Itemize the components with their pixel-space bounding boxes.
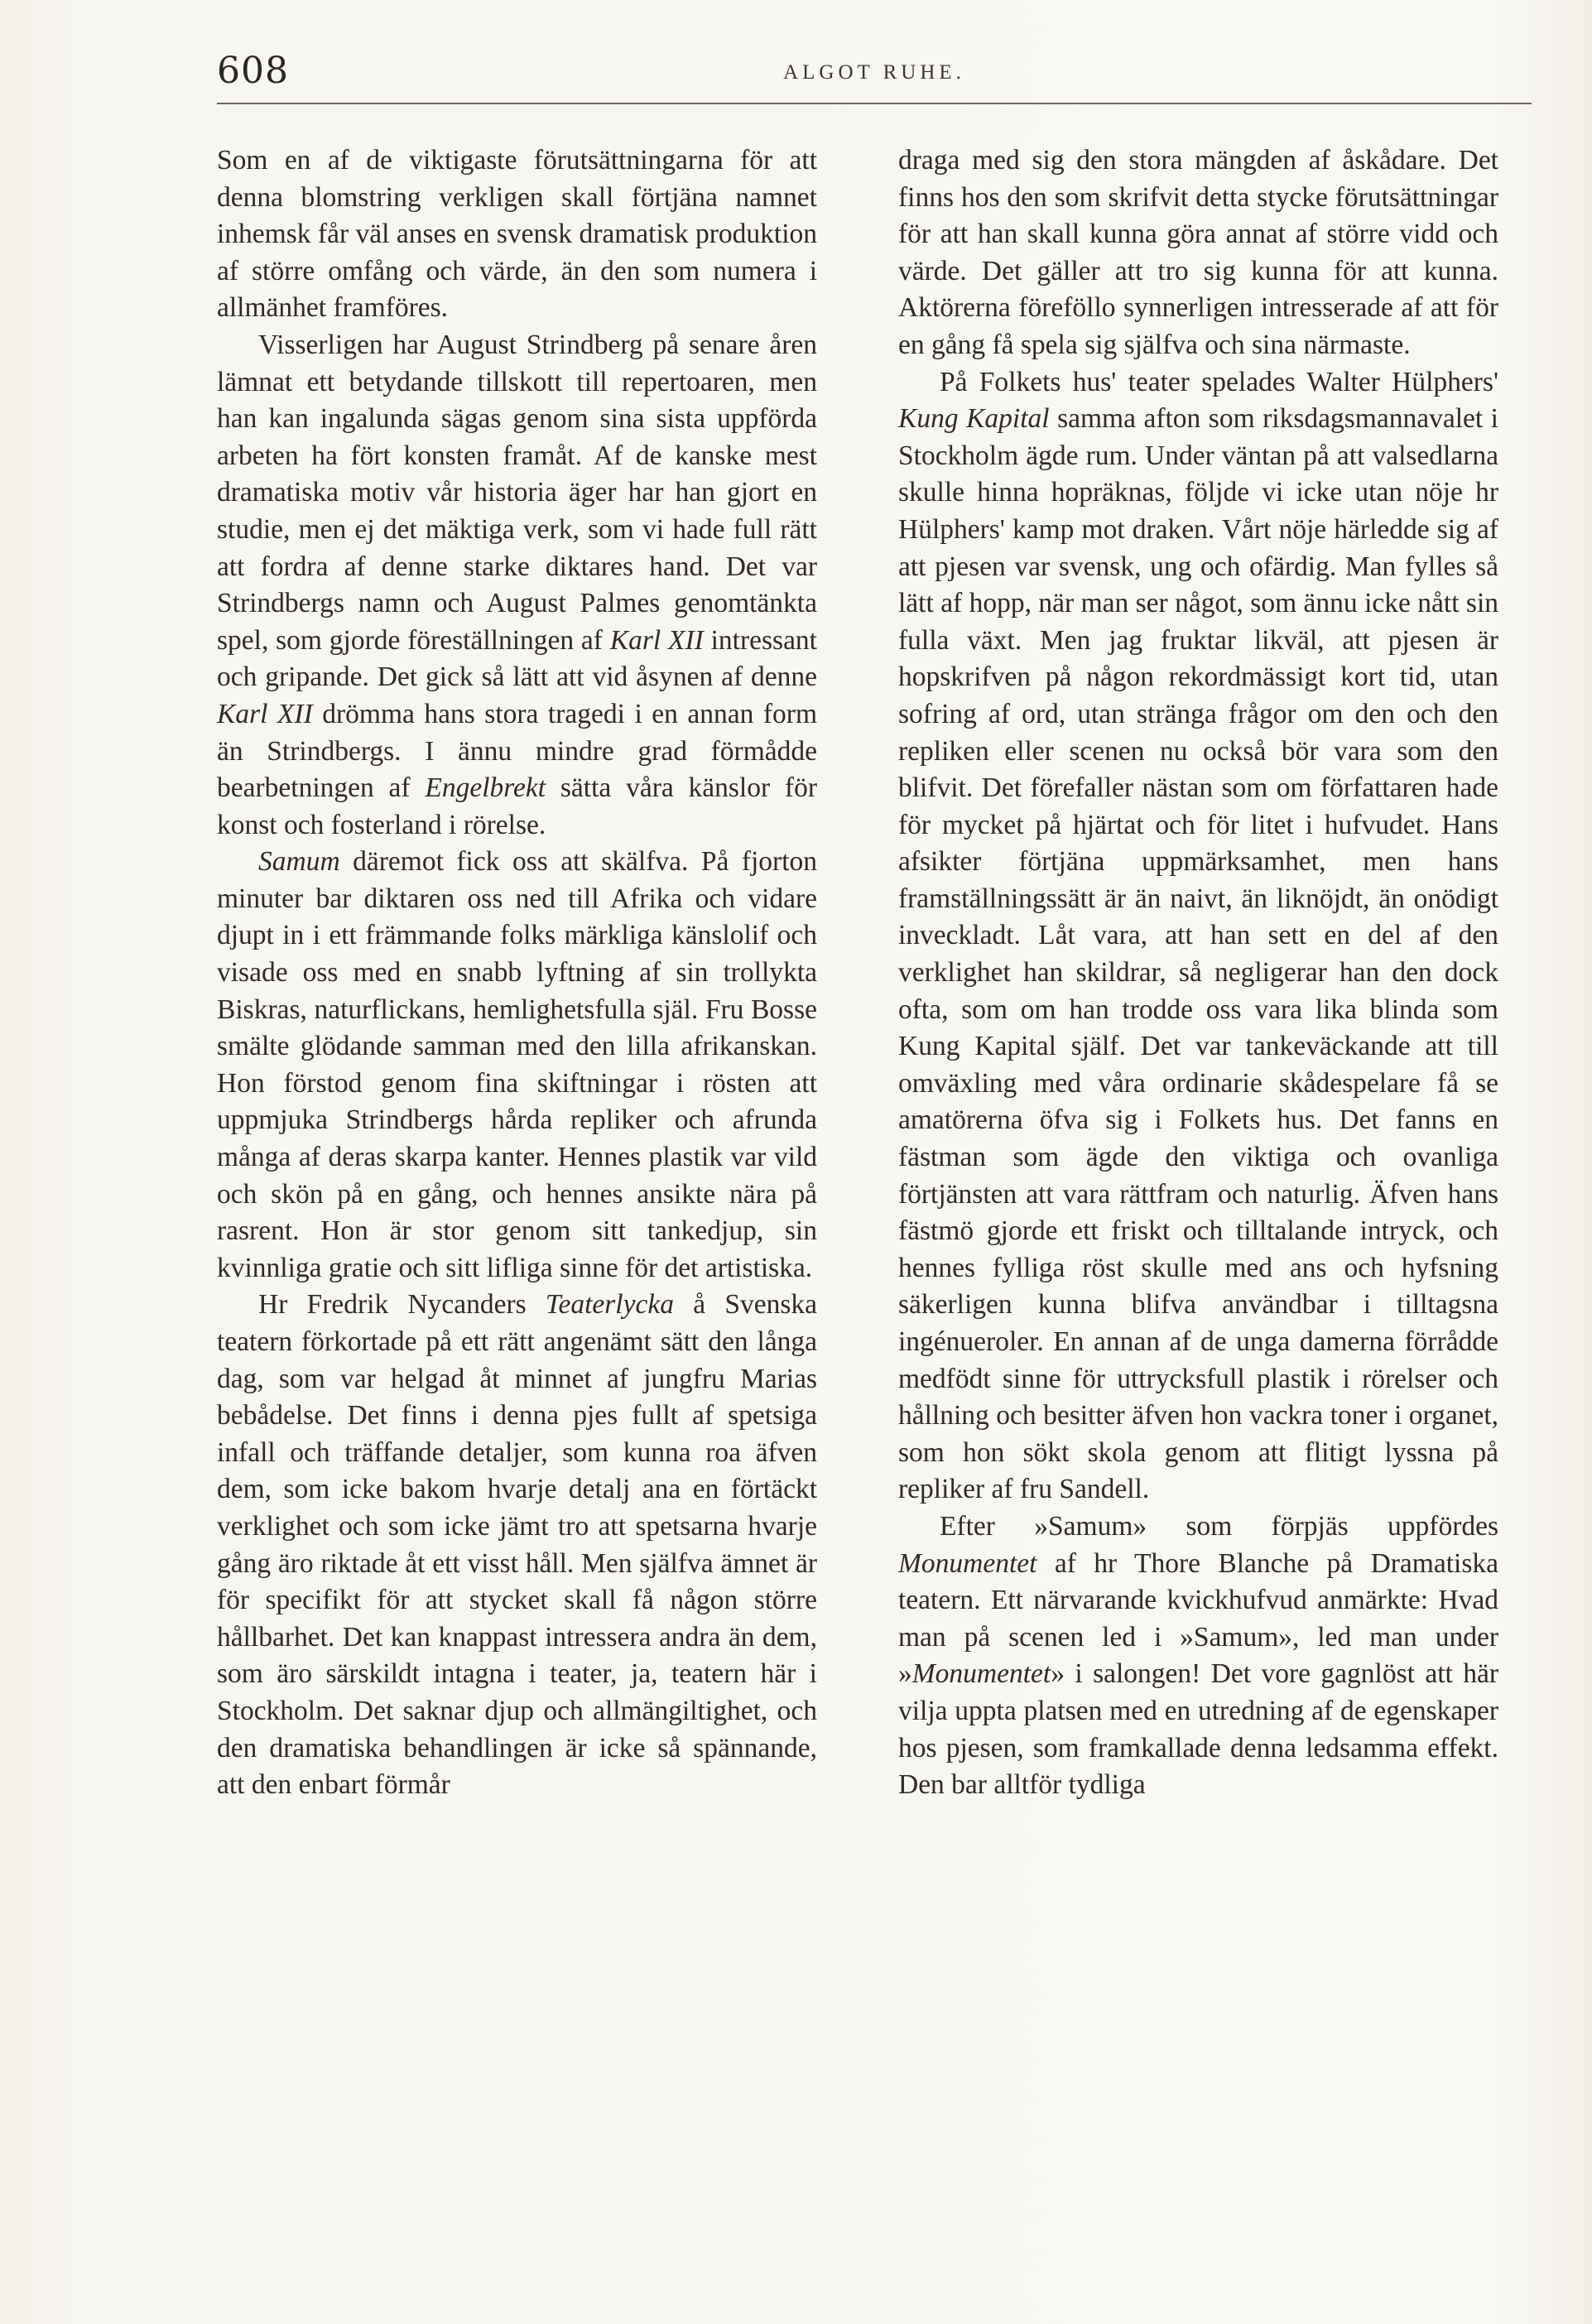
page-number: 608: [217, 50, 289, 92]
paragraph: Samum däremot fick oss att skälfva. På fjorton minuter bar diktaren oss ned till Afrika och vidare djupt in i ett främmande folks märkliga känslolif och visade oss med en snabb lyftning af sin trollykta Biskras, naturflickans, hemlighetsfulla själ. Fru Bosse smälte glödande samman med den lilla afrikanskan. Hon förstod genom fina skiftningar i rösten att uppmjuka Strindbergs hårda repliker och afrunda många af deras skarpa kanter. Hennes plastik var vild och skön på en gång, och hennes ansikte nära på rasrent. Hon är stor genom sitt tankedjup, sin kvinnliga gratie och sitt lifliga sinne för det artistiska.: [217, 846, 817, 1283]
paragraph: På Folkets hus' teater spelades Walter Hülphers' Kung Kapital samma afton som riksdagsmannavalet i Stockholm ägde rum. Under väntan på att valsedlarna skulle hinna hopräknas, följde vi icke utan nöje hr Hülphers' kamp mot draken. Vårt nöje härledde sig af att pjesen var svensk, ung och ofärdig. Man fylles så lätt af hopp, när man ser något, som ännu icke nått sin fulla växt. Men jag fruktar likväl, att pjesen är hopskrifven på någon rekordmässigt kort tid, utan sofring af ord, utan stränga frågor om den och den repliken eller scenen nu också bör vara som den blifvit. Det förefaller nästan som om författaren hade för mycket på hjärtat och för litet i hufvudet. Hans afsikter förtjäna uppmärksamhet, men hans framställningssätt är än naivt, än liknöjdt, än onödigt inveckladt. Låt vara, att han sett en del af den verklighet han skildrar, så negligerar han den dock ofta, som om han trodde oss vara lika blinda som Kung Kapital själf. Det var tankeväckande att till omväxling med våra ordinarie skådespelare få se amatörerna öfva sig i Folkets hus. Det fanns en fästman som ägde den viktiga och ovanliga förtjänsten att vara rättfram och naturlig. Äfven hans fästmö gjorde ett friskt och tilltalande intryck, och hennes fylliga röst skulle med ans och hyfsning säkerligen kunna blifva användbar i tilltagsna ingénueroler. En annan af de unga damerna förrådde medfödt sinne för uttrycksfull plastik i rörelser och hållning och besitter äfven hon vackra toner i organet, som hon sökt skola genom att flitigt lyssna på repliker af fru Sandell.: [898, 366, 1498, 1505]
paragraph: Visserligen har August Strindberg på senare åren lämnat ett betydande tillskott till repertoaren, men han kan ingalunda sägas genom sina sista uppförda arbeten ha fört konsten framåt. Af de kanske mest dramatiska motiv vår historia äger har han gjort en studie, men ej det mäktiga verk, som vi hade full rätt att fordra af denne starke diktares hand. Det var Strindbergs namn och August Palmes genomtänkta spel, som gjorde föreställningen af Karl XII intressant och gripande. Det gick så lätt att vid åsynen af denne Karl XII drömma hans stora tragedi i en annan form än Strindbergs. I ännu mindre grad förmådde bearbetningen af Engelbrekt sätta våra känslor för konst och fosterland i rörelse.: [217, 329, 817, 840]
paragraph: draga med sig den stora mängden af åskådare. Det finns hos den som skrifvit detta stycke förutsättningar för att han skall kunna göra annat af större vidd och värde. Det gäller att tro sig kunna för att kunna. Aktörerna föreföllo synnerligen intresserade af att för en gång få spela sig själfva och sina närmaste.: [898, 145, 1498, 360]
page-header: [217, 50, 1532, 109]
right-column: [898, 142, 1498, 1804]
header-rule: [217, 103, 1532, 104]
paragraph: Som en af de viktigaste förutsättningarna för att denna blomstring verkligen skall förtjäna namnet inhemsk får väl anses en svensk dramatisk produktion af större omfång och värde, än den som numera i allmänhet framföres.: [217, 145, 817, 324]
left-column: [217, 142, 817, 1804]
paragraph: Efter »Samum» som förpjäs uppfördes Monumentet af hr Thore Blanche på Dramatiska teatern. Ett närvarande kvickhufvud anmärkte: Hvad man på scenen led i »Samum», led man under »Monumentet» i salongen! Det vore gagnlöst att här vilja uppta platsen med en utredning af de egenskaper hos pjesen, som framkallade denna ledsamma effekt. Den bar alltför tydliga: [898, 1510, 1499, 1801]
paragraph: Hr Fredrik Nycanders Teaterlycka å Svenska teatern förkortade på ett rätt angenämt sätt den långa dag, som var helgad åt minnet af jungfru Marias bebådelse. Det finns i denna pjes fullt af spetsiga infall och träffande detaljer, som kunna roa äfven dem, som icke bakom hvarje detalj ana en förtäckt verklighet och som icke jämt tro att spetsarna hvarje gång äro riktade åt ett visst håll. Men själfva ämnet är för specifikt för att stycket skall få någon större hållbarhet. Det kan knappast intressera andra än dem, som äro särskildt intagna i teater, ja, teatern här i Stockholm. Det saknar djup och allmängiltighet, och den dramatiska behandlingen är icke så spännande, att den enbart förmår: [217, 1289, 817, 1801]
running-head: ALGOT RUHE.: [783, 61, 965, 84]
